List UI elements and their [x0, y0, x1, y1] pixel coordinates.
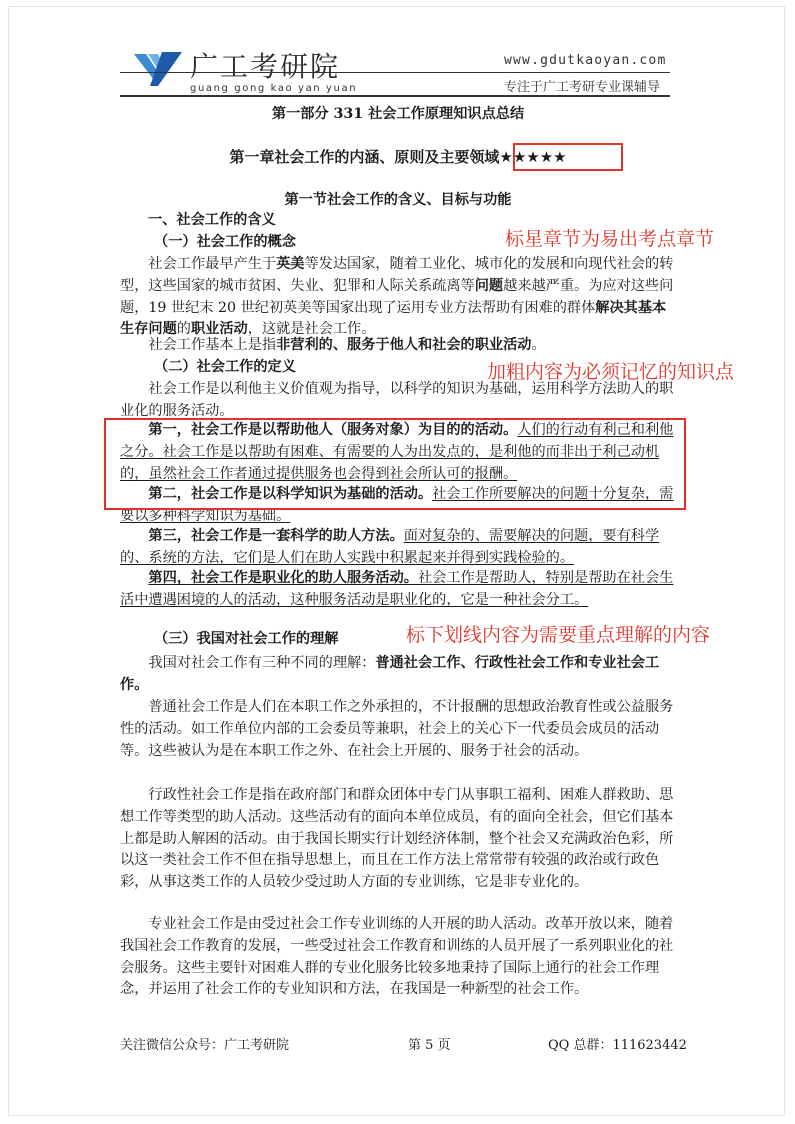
paragraph-professional-work: 专业社会工作是由受过社会工作专业训练的人开展的助人活动。改革开放以来，随着我国社会工作教育的发展，一些受过社会工作教育和训练的人员开展了一系列职业化的社会服务。这些主要针对困难人群的专业化服务比较多地秉持了国际上通行的社会工作理念，并运用了社会工作的专业知识和方法，在我国是一种新型的社会工作。 — [120, 916, 674, 998]
paragraph-three-types: 我国对社会工作有三种不同的理解：普通社会工作、行政性社会工作和专业社会工作。 — [120, 655, 660, 693]
paragraph-definition: 社会工作是以利他主义价值观为指导，以科学的知识为基础，运用科学方法助人的职业化的服务活动。 — [120, 381, 674, 419]
paragraph-basic: 社会工作基本上是指非营利的、服务于他人和社会的职业活动。 — [148, 337, 546, 353]
footer-page-number: 第 5 页 — [408, 1038, 451, 1053]
brand-name: 广工考研院 — [190, 50, 341, 83]
paragraph-origin: 社会工作最早产生于英美等发达国家，随着工业化、城市化的发展和向现代社会的转型，这些国家的城市贫困、失业、犯罪和人际关系疏离等问题越来越严重。为应对这些问题，19 世纪末 20 世纪初英美等国家出现了运用专业方法帮助有困难的群体解决其基本生存问题的职业活动，这就是社会工作。 — [120, 256, 674, 338]
paragraph-administrative-work: 行政性社会工作是指在政府部门和群众团体中专门从事职工福利、困难人群救助、思想工作等类型的助人活动。这些活动有的面向本单位成员，有的面向全社会，但它们基本上都是助人解困的活动。由于我国长期实行计划经济体制，整个社会又充满政治色彩，所以这一类社会工作不但在指导思想上，而且在工作方法上常常带有较强的政治或行政色彩，从事这类工作的人员较少受过助人方面的专业训练，它是非专业化的。 — [120, 787, 674, 891]
footer-wechat: 关注微信公众号：广工考研院 — [120, 1038, 290, 1053]
paragraph-general-work: 普通社会工作是人们在本职工作之外承担的，不计报酬的思想政治教育性或公益服务性的活动。如工作单位内部的工会委员等兼职，社会上的关心下一代委员会成员的活动等。这些被认为是在本职工作之外、在社会上开展的、服务于社会的活动。 — [120, 699, 674, 759]
section-title: 第一节社会工作的含义、目标与功能 — [284, 192, 512, 208]
stylized-v-logo-icon — [132, 48, 184, 88]
bold-highlight-box — [104, 418, 686, 510]
note-bold: 加粗内容为必须记忆的知识点 — [487, 361, 735, 383]
heading-2-understanding: （三）我国对社会工作的理解 — [154, 631, 339, 647]
heading-2-definition: （二）社会工作的定义 — [154, 359, 296, 375]
definition-first: 第一，社会工作是以帮助他人（服务对象）为目的的活动。人们的行动有利己和利他之分。社会工作是以帮助有困难、有需要的人为出发点的，是利他的而非出于利己动机的，虽然社会工作者通过提供服务也会得到社会所认可的报酬。 — [120, 422, 674, 482]
website-url[interactable]: www.gdutkaoyan.com — [504, 53, 667, 68]
stars-highlight-box — [513, 143, 623, 171]
heading-1: 一、社会工作的含义 — [148, 212, 276, 228]
footer-qq: QQ 总群：111623442 — [548, 1038, 687, 1053]
brand-pinyin: guang gong kao yan yuan — [190, 83, 358, 94]
note-stars: 标星章节为易出考点章节 — [505, 228, 715, 250]
header-rule-top — [120, 72, 670, 73]
note-underline: 标下划线内容为需要重点理解的内容 — [406, 624, 711, 646]
definition-third: 第三，社会工作是一套科学的助人方法。面对复杂的、需要解决的问题，要有科学的、系统的方法，它们是人们在助人实践中积累起来并得到实践检验的。 — [120, 528, 660, 566]
header-rule-bottom — [120, 95, 670, 97]
slogan: 专注于广工考研专业课辅导 — [504, 80, 661, 95]
part-title: 第一部分 331 社会工作原理知识点总结 — [271, 106, 525, 122]
heading-2-concept: （一）社会工作的概念 — [154, 234, 296, 250]
definition-second: 第二，社会工作是以科学知识为基础的活动。社会工作所要解决的问题十分复杂，需要以多种科学知识为基础。 — [120, 486, 674, 524]
chapter-stars: ★★★★★ — [499, 148, 567, 166]
chapter-title-text: 第一章社会工作的内涵、原则及主要领域 — [229, 148, 500, 166]
definition-fourth: 第四，社会工作是职业化的助人服务活动。社会工作是帮助人，特别是帮助在社会生活中遭遇困境的人的活动，这种服务活动是职业化的，它是一种社会分工。 — [120, 570, 674, 608]
